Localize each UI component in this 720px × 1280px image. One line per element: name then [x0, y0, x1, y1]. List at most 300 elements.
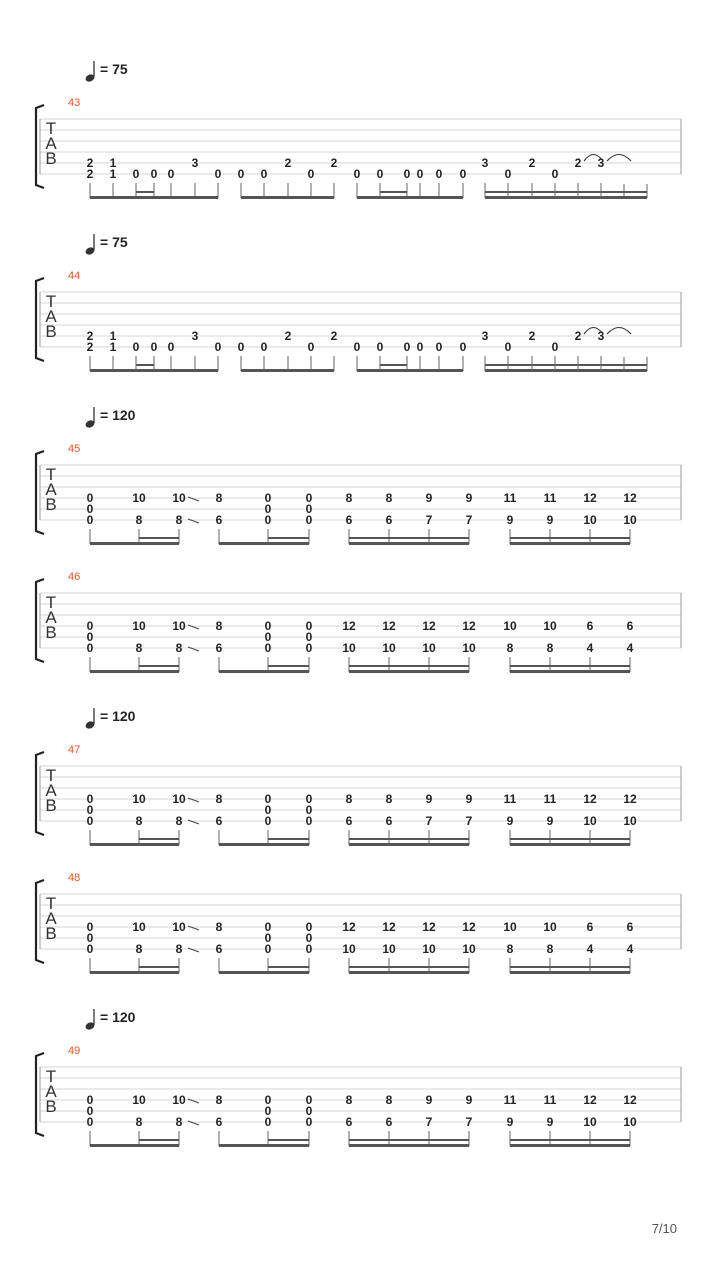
beam [389, 838, 429, 840]
tab-clef-letter: A [45, 134, 57, 153]
fret-number: 9 [506, 814, 514, 828]
fret-number: 3 [597, 156, 605, 170]
fret-number: 10 [462, 942, 476, 956]
beam [485, 191, 647, 193]
fret-number: 6 [215, 942, 223, 956]
fret-number: 8 [215, 1093, 223, 1107]
fret-number: 10 [583, 1115, 597, 1129]
fret-number: 0 [459, 340, 467, 354]
fret-number: 0 [86, 1115, 94, 1129]
fret-number: 2 [330, 329, 338, 343]
tempo-value: = 75 [100, 234, 128, 250]
fret-number: 0 [214, 340, 222, 354]
fret-number: 10 [503, 920, 517, 934]
fret-number: 0 [403, 167, 411, 181]
fret-number: 0 [435, 340, 443, 354]
fret-number: 0 [86, 803, 94, 817]
fret-number: 0 [353, 167, 361, 181]
tempo-value: = 120 [100, 407, 136, 423]
fret-number: 8 [345, 491, 353, 505]
fret-number: 10 [172, 920, 186, 934]
fret-number: 0 [86, 491, 94, 505]
fret-number: 0 [403, 340, 411, 354]
fret-number: 8 [215, 792, 223, 806]
fret-number: 2 [86, 167, 94, 181]
fret-number: 8 [506, 641, 514, 655]
fret-number: 12 [583, 491, 597, 505]
beam [139, 966, 179, 968]
fret-number: 8 [175, 641, 183, 655]
tab-clef-letter: A [45, 909, 57, 928]
fret-number: 0 [264, 920, 272, 934]
beam [389, 1139, 429, 1141]
beam [349, 843, 469, 846]
fret-number: 8 [345, 792, 353, 806]
beam [241, 196, 334, 199]
fret-number: 0 [305, 1115, 313, 1129]
fret-number: 7 [465, 814, 473, 828]
fret-number: 0 [264, 641, 272, 655]
beam [219, 971, 309, 974]
beam [349, 966, 389, 968]
fret-number: 10 [132, 491, 146, 505]
fret-number: 0 [305, 502, 313, 516]
fret-number: 8 [215, 491, 223, 505]
fret-number: 0 [264, 513, 272, 527]
fret-number: 9 [546, 513, 554, 527]
fret-number: 4 [586, 641, 594, 655]
beam [510, 1139, 550, 1141]
fret-number: 10 [382, 641, 396, 655]
fret-number: 2 [574, 329, 582, 343]
beam [550, 665, 590, 667]
beam [590, 966, 630, 968]
fret-number: 0 [260, 167, 268, 181]
fret-number: 8 [385, 491, 393, 505]
fret-number: 8 [546, 942, 554, 956]
beam [268, 966, 309, 968]
beam [90, 971, 179, 974]
fret-number: 11 [543, 1093, 557, 1107]
beam [590, 537, 630, 539]
fret-number: 6 [385, 1115, 393, 1129]
fret-number: 7 [425, 814, 433, 828]
fret-number: 12 [623, 1093, 637, 1107]
fret-number: 0 [305, 803, 313, 817]
beam [510, 665, 550, 667]
fret-number: 8 [385, 792, 393, 806]
fret-number: 10 [132, 1093, 146, 1107]
fret-number: 0 [260, 340, 268, 354]
fret-number: 12 [462, 619, 476, 633]
fret-number: 10 [623, 814, 637, 828]
tab-system [36, 407, 681, 545]
fret-number: 0 [86, 931, 94, 945]
beam [510, 838, 550, 840]
fret-number: 0 [504, 340, 512, 354]
fret-number: 12 [342, 920, 356, 934]
fret-number: 2 [86, 329, 94, 343]
fret-number: 8 [135, 641, 143, 655]
beam [485, 196, 647, 199]
beam [219, 670, 309, 673]
fret-number: 8 [546, 641, 554, 655]
beam [136, 364, 154, 366]
fret-number: 0 [307, 340, 315, 354]
fret-number: 0 [86, 630, 94, 644]
quarter-note-icon [84, 1009, 95, 1031]
fret-number: 11 [503, 792, 517, 806]
fret-number: 4 [586, 942, 594, 956]
quarter-note-icon [84, 234, 95, 256]
measure-number: 45 [68, 443, 81, 455]
fret-number: 10 [132, 619, 146, 633]
fret-number: 0 [167, 340, 175, 354]
fret-number: 0 [305, 942, 313, 956]
fret-number: 10 [132, 920, 146, 934]
fret-number: 10 [172, 491, 186, 505]
fret-number: 0 [264, 931, 272, 945]
fret-number: 12 [462, 920, 476, 934]
beam [380, 191, 407, 193]
fret-number: 12 [623, 792, 637, 806]
fret-number: 2 [284, 156, 292, 170]
tab-clef-letter: A [45, 608, 57, 627]
fret-number: 7 [425, 513, 433, 527]
beam [510, 670, 630, 673]
fret-number: 0 [86, 920, 94, 934]
measure-number: 49 [68, 1045, 81, 1057]
fret-number: 0 [264, 1093, 272, 1107]
tempo-marking [84, 407, 135, 429]
fret-number: 3 [481, 156, 489, 170]
beam [241, 369, 334, 372]
fret-number: 3 [191, 156, 199, 170]
measure-number: 46 [68, 571, 81, 583]
beam [268, 838, 309, 840]
beam [219, 843, 309, 846]
tab-system [36, 872, 681, 974]
beam [389, 966, 429, 968]
fret-number: 6 [626, 619, 634, 633]
fret-number: 0 [353, 340, 361, 354]
beam [219, 1144, 309, 1147]
beam [380, 364, 407, 366]
fret-number: 9 [465, 491, 473, 505]
fret-number: 0 [264, 803, 272, 817]
fret-number: 11 [543, 792, 557, 806]
fret-number: 0 [264, 630, 272, 644]
fret-number: 0 [86, 942, 94, 956]
fret-number: 7 [465, 513, 473, 527]
fret-number: 0 [305, 792, 313, 806]
beam [429, 665, 469, 667]
beam [90, 670, 179, 673]
fret-number: 0 [264, 1115, 272, 1129]
fret-number: 0 [305, 931, 313, 945]
fret-number: 3 [191, 329, 199, 343]
tab-system [36, 571, 681, 673]
fret-number: 6 [586, 920, 594, 934]
tempo-marking [84, 1009, 135, 1031]
fret-number: 2 [86, 156, 94, 170]
tab-clef-letter: B [45, 495, 57, 514]
beam [510, 843, 630, 846]
fret-number: 0 [86, 1093, 94, 1107]
fret-number: 0 [237, 340, 245, 354]
beam [429, 1139, 469, 1141]
beam [550, 838, 590, 840]
tab-clef-letter: T [45, 766, 57, 785]
measure-number: 44 [68, 270, 81, 282]
fret-number: 12 [342, 619, 356, 633]
fret-number: 1 [109, 167, 117, 181]
beam [510, 966, 550, 968]
fret-number: 0 [86, 1104, 94, 1118]
fret-number: 0 [132, 167, 140, 181]
beam [550, 966, 590, 968]
fret-number: 0 [305, 619, 313, 633]
fret-number: 4 [626, 641, 634, 655]
fret-number: 0 [305, 513, 313, 527]
fret-number: 0 [305, 814, 313, 828]
tab-clef-letter: T [45, 465, 57, 484]
fret-number: 4 [626, 942, 634, 956]
fret-number: 0 [86, 513, 94, 527]
fret-number: 8 [506, 942, 514, 956]
beam [389, 665, 429, 667]
fret-number: 10 [543, 619, 557, 633]
fret-number: 9 [506, 1115, 514, 1129]
beam [590, 1139, 630, 1141]
beam [349, 665, 389, 667]
fret-number: 0 [435, 167, 443, 181]
beam [349, 670, 469, 673]
fret-number: 12 [583, 1093, 597, 1107]
quarter-note-icon [84, 407, 95, 429]
fret-number: 3 [481, 329, 489, 343]
fret-number: 0 [214, 167, 222, 181]
fret-number: 0 [264, 619, 272, 633]
fret-number: 10 [172, 1093, 186, 1107]
tab-clef-letter: B [45, 796, 57, 815]
fret-number: 12 [382, 920, 396, 934]
fret-number: 0 [307, 167, 315, 181]
fret-number: 0 [86, 814, 94, 828]
beam [268, 1139, 309, 1141]
fret-number: 10 [583, 513, 597, 527]
fret-number: 0 [264, 1104, 272, 1118]
fret-number: 2 [330, 156, 338, 170]
fret-number: 8 [175, 942, 183, 956]
beam [590, 838, 630, 840]
fret-number: 8 [215, 920, 223, 934]
tab-clef-letter: A [45, 1082, 57, 1101]
fret-number: 8 [135, 942, 143, 956]
beam [90, 542, 179, 545]
tab-clef-letter: B [45, 322, 57, 341]
tab-clef-letter: T [45, 292, 57, 311]
beam [389, 537, 429, 539]
fret-number: 2 [284, 329, 292, 343]
beam [485, 364, 647, 366]
beam [139, 1139, 179, 1141]
fret-number: 1 [109, 156, 117, 170]
fret-number: 6 [215, 641, 223, 655]
fret-number: 0 [551, 167, 559, 181]
fret-number: 0 [264, 814, 272, 828]
fret-number: 6 [345, 1115, 353, 1129]
beam [349, 971, 469, 974]
tab-system [36, 234, 681, 372]
beam [550, 1139, 590, 1141]
beam [485, 369, 647, 372]
fret-number: 12 [623, 491, 637, 505]
fret-number: 10 [462, 641, 476, 655]
fret-number: 2 [528, 329, 536, 343]
fret-number: 10 [543, 920, 557, 934]
beam [429, 966, 469, 968]
fret-number: 6 [626, 920, 634, 934]
fret-number: 9 [465, 792, 473, 806]
fret-number: 12 [382, 619, 396, 633]
fret-number: 9 [506, 513, 514, 527]
fret-number: 0 [376, 340, 384, 354]
beam [429, 537, 469, 539]
fret-number: 0 [167, 167, 175, 181]
fret-number: 6 [215, 1115, 223, 1129]
fret-number: 7 [465, 1115, 473, 1129]
fret-number: 12 [422, 920, 436, 934]
tempo-marking [84, 61, 127, 83]
fret-number: 0 [264, 502, 272, 516]
fret-number: 6 [586, 619, 594, 633]
beam [90, 1144, 179, 1147]
fret-number: 0 [237, 167, 245, 181]
fret-number: 11 [503, 491, 517, 505]
fret-number: 0 [150, 340, 158, 354]
tab-clef-letter: A [45, 781, 57, 800]
fret-number: 6 [385, 814, 393, 828]
tab-system [36, 1009, 681, 1147]
measure-number: 43 [68, 97, 81, 109]
tab-clef-letter: B [45, 623, 57, 642]
tab-clef-letter: A [45, 480, 57, 499]
beam [349, 542, 469, 545]
fret-number: 8 [175, 1115, 183, 1129]
beam [349, 838, 389, 840]
tab-clef-letter: T [45, 593, 57, 612]
fret-number: 0 [305, 630, 313, 644]
fret-number: 11 [543, 491, 557, 505]
tab-clef-letter: T [45, 1067, 57, 1086]
fret-number: 10 [172, 792, 186, 806]
page-number: 7/10 [651, 1221, 677, 1236]
fret-number: 2 [86, 340, 94, 354]
beam [268, 665, 309, 667]
fret-number: 12 [583, 792, 597, 806]
beam [357, 196, 463, 199]
fret-number: 6 [345, 513, 353, 527]
fret-number: 9 [425, 792, 433, 806]
beam [510, 971, 630, 974]
beam [90, 369, 218, 372]
fret-number: 0 [86, 641, 94, 655]
beam [90, 196, 218, 199]
fret-number: 0 [86, 792, 94, 806]
fret-number: 2 [574, 156, 582, 170]
tempo-marking [84, 708, 135, 730]
tab-clef-letter: T [45, 894, 57, 913]
beam [550, 537, 590, 539]
fret-number: 10 [503, 619, 517, 633]
fret-number: 8 [175, 513, 183, 527]
measure-number: 47 [68, 744, 81, 756]
fret-number: 12 [422, 619, 436, 633]
fret-number: 8 [385, 1093, 393, 1107]
fret-number: 3 [597, 329, 605, 343]
quarter-note-icon [84, 708, 95, 730]
fret-number: 10 [623, 1115, 637, 1129]
fret-number: 10 [342, 641, 356, 655]
fret-number: 7 [425, 1115, 433, 1129]
fret-number: 10 [132, 792, 146, 806]
fret-number: 1 [109, 340, 117, 354]
beam [90, 843, 179, 846]
tab-clef-letter: B [45, 149, 57, 168]
beam [349, 1139, 389, 1141]
fret-number: 0 [264, 942, 272, 956]
fret-number: 8 [215, 619, 223, 633]
fret-number: 10 [422, 641, 436, 655]
beam [136, 191, 154, 193]
tab-system [36, 708, 681, 846]
measure-number: 48 [68, 872, 81, 884]
fret-number: 2 [528, 156, 536, 170]
fret-number: 10 [623, 513, 637, 527]
fret-number: 0 [264, 491, 272, 505]
beam [219, 542, 309, 545]
fret-number: 1 [109, 329, 117, 343]
fret-number: 8 [345, 1093, 353, 1107]
fret-number: 9 [425, 1093, 433, 1107]
fret-number: 0 [376, 167, 384, 181]
fret-number: 0 [459, 167, 467, 181]
fret-number: 0 [150, 167, 158, 181]
tempo-value: = 75 [100, 61, 128, 77]
beam [510, 542, 630, 545]
fret-number: 8 [175, 814, 183, 828]
tab-clef-letter: B [45, 924, 57, 943]
tempo-value: = 120 [100, 708, 136, 724]
tab-clef-letter: T [45, 119, 57, 138]
fret-number: 8 [135, 1115, 143, 1129]
beam [357, 369, 463, 372]
fret-number: 0 [416, 340, 424, 354]
fret-number: 0 [551, 340, 559, 354]
fret-number: 6 [385, 513, 393, 527]
beam [139, 665, 179, 667]
fret-number: 0 [132, 340, 140, 354]
fret-number: 11 [503, 1093, 517, 1107]
fret-number: 6 [215, 814, 223, 828]
fret-number: 0 [416, 167, 424, 181]
fret-number: 9 [465, 1093, 473, 1107]
beam [349, 1144, 469, 1147]
fret-number: 0 [264, 792, 272, 806]
beam [139, 838, 179, 840]
fret-number: 6 [345, 814, 353, 828]
